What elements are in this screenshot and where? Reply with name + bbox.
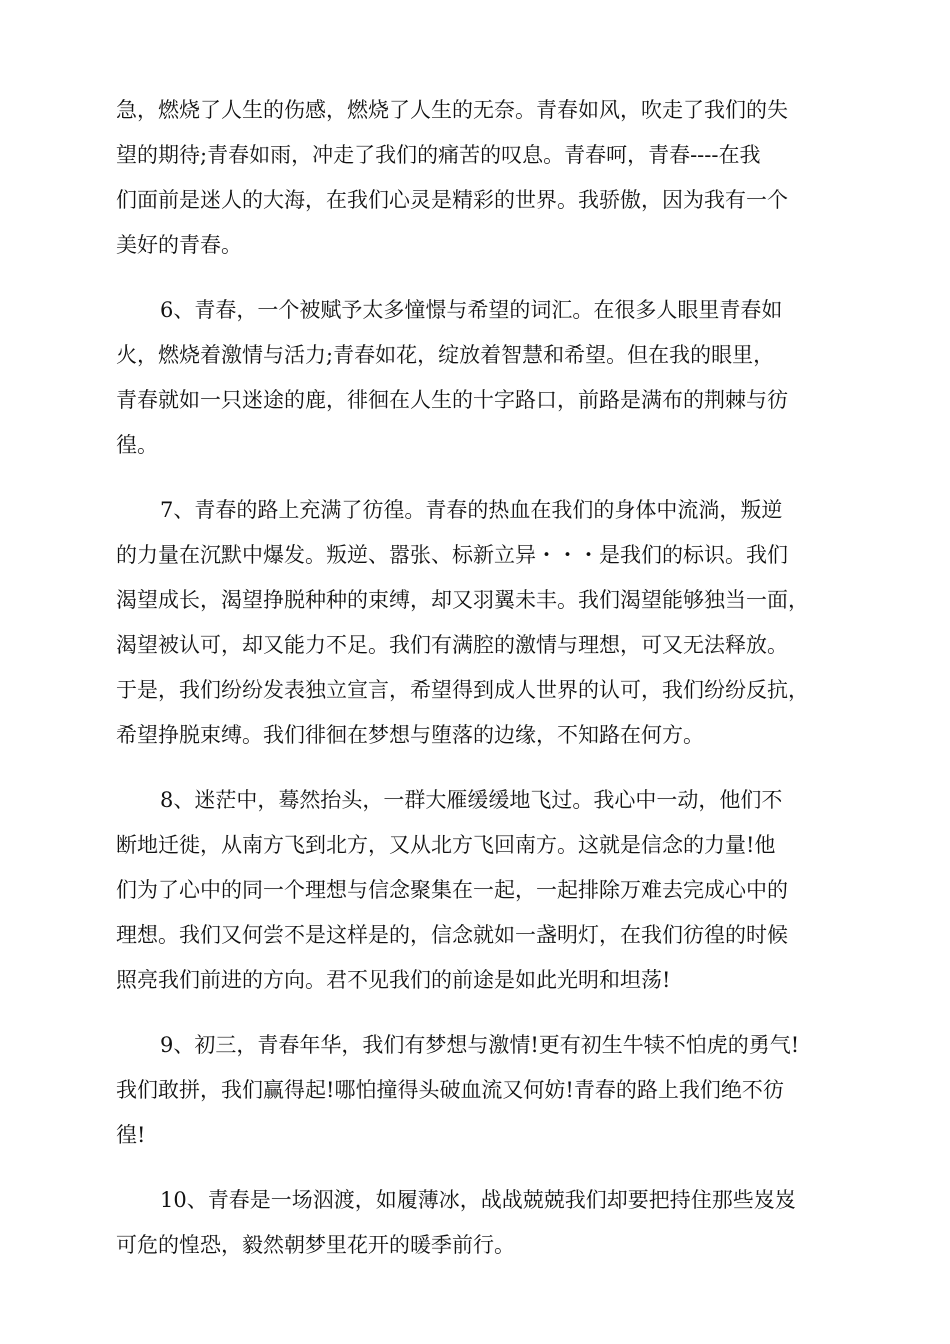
text-line: 7、青春的路上充满了彷徨。青春的热血在我们的身体中流淌，叛逆 [160,498,783,522]
text-line: 望的期待;青春如雨，冲走了我们的痛苦的叹息。青春呵，青春----在我 [116,143,761,167]
text-line: 渴望成长，渴望挣脱种种的束缚，却又羽翼未丰。我们渴望能够独当一面， [116,588,809,612]
text-line: 照亮我们前进的方向。君不见我们的前途是如此光明和坦荡! [116,968,671,992]
text-line: 8、迷茫中，蓦然抬头，一群大雁缓缓地飞过。我心中一动，他们不 [160,788,783,812]
text-line: 6、青春，一个被赋予太多憧憬与希望的词汇。在很多人眼里青春如 [160,298,783,322]
text-line: 火，燃烧着激情与活力;青春如花，绽放着智慧和希望。但在我的眼里， [116,343,775,367]
text-line: 理想。我们又何尝不是这样是的，信念就如一盏明灯，在我们彷徨的时候 [116,923,788,947]
text-line: 断地迁徙，从南方飞到北方，又从北方飞回南方。这就是信念的力量!他 [116,833,776,857]
paragraph-6 [116,288,838,468]
paragraph-10 [116,1178,838,1268]
text-line: 于是，我们纷纷发表独立宣言，希望得到成人世界的认可，我们纷纷反抗， [116,678,809,702]
text-line: 青春就如一只迷途的鹿，徘徊在人生的十字路口，前路是满布的荆棘与彷 [116,388,788,412]
text-line: 们面前是迷人的大海，在我们心灵是精彩的世界。我骄傲，因为我有一个 [116,188,788,212]
paragraph-continued [116,88,838,268]
text-line: 10、青春是一场泅渡，如履薄冰，战战兢兢我们却要把持住那些岌岌 [160,1188,796,1212]
paragraph-8 [116,778,838,1003]
paragraph-7 [116,488,838,758]
document-body [116,88,838,1288]
text-line: 我们敢拼，我们赢得起!哪怕撞得头破血流又何妨!青春的路上我们绝不彷 [116,1078,784,1102]
text-line: 渴望被认可，却又能力不足。我们有满腔的激情与理想，可又无法释放。 [116,633,788,657]
text-line: 徨。 [116,433,158,457]
text-line: 徨! [116,1123,146,1147]
text-line: 急，燃烧了人生的伤感，燃烧了人生的无奈。青春如风，吹走了我们的失 [116,98,788,122]
text-line: 美好的青春。 [116,233,242,257]
text-line: 可危的惶恐，毅然朝梦里花开的暖季前行。 [116,1233,515,1257]
text-line: 的力量在沉默中爆发。叛逆、嚣张、标新立异・・・是我们的标识。我们 [116,543,788,567]
text-line: 9、初三，青春年华，我们有梦想与激情!更有初生牛犊不怕虎的勇气! [160,1033,800,1057]
text-line: 希望挣脱束缚。我们徘徊在梦想与堕落的边缘，不知路在何方。 [116,723,704,747]
text-line: 们为了心中的同一个理想与信念聚集在一起，一起排除万难去完成心中的 [116,878,788,902]
paragraph-9 [116,1023,838,1158]
